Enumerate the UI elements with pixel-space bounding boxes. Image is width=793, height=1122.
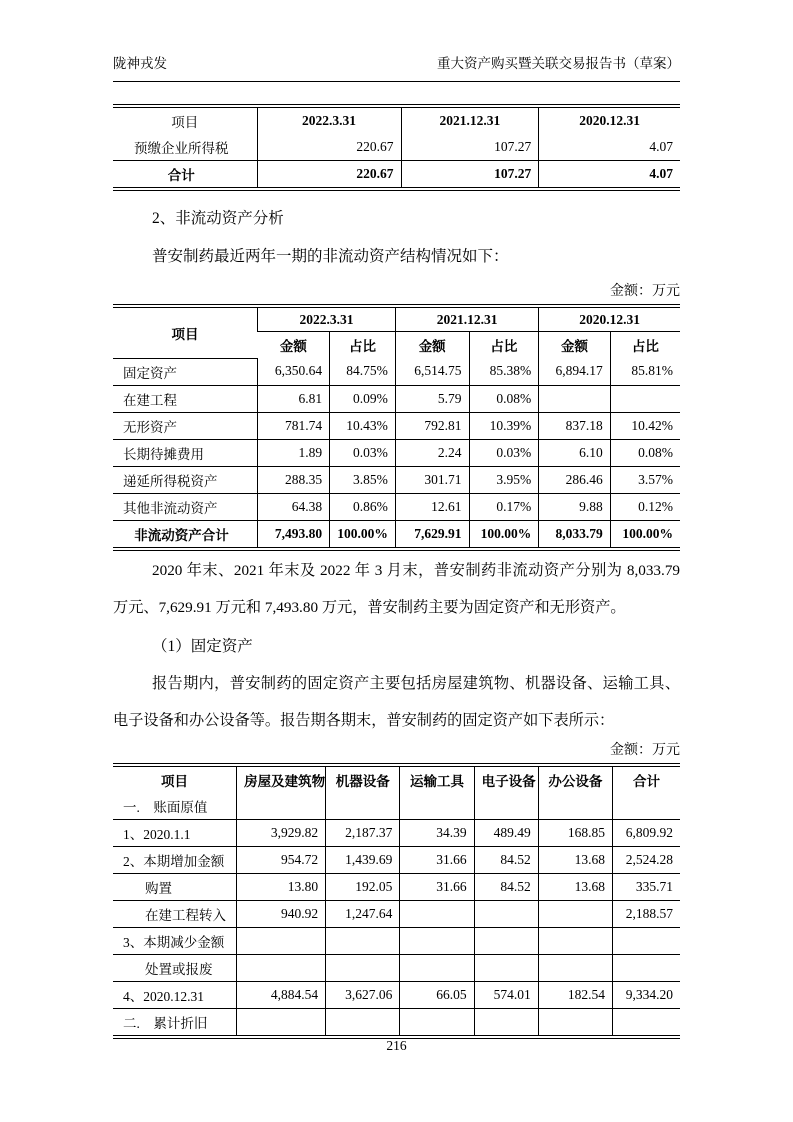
column-header-item: 项目 [161, 773, 189, 789]
row-label: 3、本期减少金额 [113, 927, 237, 954]
cell-value [538, 954, 612, 981]
cell-value [326, 793, 400, 820]
header-company-name: 陇神戎发 [113, 56, 167, 71]
cell-value: 6,809.92 [612, 819, 680, 846]
cell-value [610, 385, 680, 412]
cell-value: 3.57% [610, 466, 680, 493]
table-row [113, 981, 680, 1008]
cell-value: 182.54 [538, 981, 612, 1008]
cell-value [538, 793, 612, 820]
table-row [113, 385, 680, 412]
cell-value: 792.81 [395, 412, 469, 439]
cell-value [612, 927, 680, 954]
cell-value [612, 954, 680, 981]
table-row [113, 927, 680, 954]
column-header-item: 项目 [171, 115, 199, 130]
cell-value: 781.74 [258, 412, 330, 439]
cell-value: 100.00% [330, 520, 396, 547]
cell-value: 168.85 [538, 819, 612, 846]
table-row [113, 134, 680, 161]
row-label: 在建工程 [113, 385, 258, 412]
cell-value: 8,033.79 [539, 520, 610, 547]
cell-value: 31.66 [400, 873, 474, 900]
column-header-ratio: 占比 [330, 332, 396, 359]
prepaid-tax-table-wrapper [113, 104, 680, 191]
table-row [113, 793, 680, 820]
cell-value: 13.80 [237, 873, 326, 900]
cell-value [237, 954, 326, 981]
row-label: 购置 [113, 873, 237, 900]
cell-value: 100.00% [469, 520, 539, 547]
cell-value: 85.38% [469, 358, 539, 385]
row-label: 无形资产 [113, 412, 258, 439]
header-document-title: 重大资产购买暨关联交易报告书（草案） [437, 56, 680, 71]
table-row [113, 439, 680, 466]
row-label: 其他非流动资产 [113, 493, 258, 520]
row-label: 在建工程转入 [113, 900, 237, 927]
cell-value: 0.03% [469, 439, 539, 466]
column-header-office: 办公设备 [538, 766, 612, 793]
cell-value: 6.81 [258, 385, 330, 412]
cell-value: 3,929.82 [237, 819, 326, 846]
body-paragraph: 报告期内，普安制药的固定资产主要包括房屋建筑物、机器设备、运输工具、电子设备和办公设备等。报告期各期末，普安制药的固定资产如下表所示： [113, 674, 680, 729]
table-header-row [113, 308, 680, 332]
cell-value: 489.49 [474, 819, 538, 846]
cell-value: 13.68 [538, 846, 612, 873]
cell-value: 288.35 [258, 466, 330, 493]
cell-value [326, 1008, 400, 1035]
cell-value [474, 954, 538, 981]
column-header-date: 2020.12.31 [539, 308, 680, 332]
cell-value [237, 927, 326, 954]
cell-value: 1.89 [258, 439, 330, 466]
column-header-date: 2020.12.31 [539, 108, 680, 135]
row-label: 预缴企业所得税 [113, 134, 257, 161]
cell-value: 6.10 [539, 439, 610, 466]
cell-value: 0.12% [610, 493, 680, 520]
unit-label: 金额：万元 [610, 284, 680, 299]
cell-value: 100.00% [610, 520, 680, 547]
cell-value: 9,334.20 [612, 981, 680, 1008]
column-header-buildings: 房屋及建筑物 [237, 766, 326, 793]
cell-value: 6,350.64 [258, 358, 330, 385]
cell-value: 9.88 [539, 493, 610, 520]
table-row [113, 412, 680, 439]
cell-value [400, 793, 474, 820]
cell-value: 3,627.06 [326, 981, 400, 1008]
cell-value: 6,894.17 [539, 358, 610, 385]
column-header-item: 项目 [113, 308, 258, 359]
column-header-machinery: 机器设备 [326, 766, 400, 793]
cell-value: 0.08% [610, 439, 680, 466]
cell-value: 7,629.91 [395, 520, 469, 547]
cell-value: 84.52 [474, 846, 538, 873]
table-row [113, 873, 680, 900]
cell-value: 954.72 [237, 846, 326, 873]
cell-value: 12.61 [395, 493, 469, 520]
row-label: 一. 账面原值 [113, 793, 237, 820]
cell-value [539, 385, 610, 412]
table-row [113, 900, 680, 927]
cell-value: 66.05 [400, 981, 474, 1008]
table-row [113, 493, 680, 520]
cell-value: 13.68 [538, 873, 612, 900]
cell-value: 940.92 [237, 900, 326, 927]
cell-value: 574.01 [474, 981, 538, 1008]
cell-value: 3.85% [330, 466, 396, 493]
cell-value: 3.95% [469, 466, 539, 493]
cell-value: 0.09% [330, 385, 396, 412]
column-header-ratio: 占比 [610, 332, 680, 359]
noncurrent-assets-table-wrapper [113, 304, 680, 551]
page-number: 216 [386, 1038, 407, 1053]
cell-value: 6,514.75 [395, 358, 469, 385]
row-label: 长期待摊费用 [113, 439, 258, 466]
fixed-assets-table-wrapper [113, 763, 680, 1039]
table-row [113, 819, 680, 846]
cell-value: 2.24 [395, 439, 469, 466]
prepaid-tax-table [113, 107, 680, 188]
column-header-date: 2021.12.31 [395, 308, 538, 332]
cell-value: 301.71 [395, 466, 469, 493]
cell-value: 10.39% [469, 412, 539, 439]
cell-value [538, 927, 612, 954]
cell-value [400, 927, 474, 954]
cell-value: 1,439.69 [326, 846, 400, 873]
noncurrent-assets-table [113, 307, 680, 548]
cell-value [237, 1008, 326, 1035]
row-label: 合计 [167, 168, 195, 183]
cell-value [612, 793, 680, 820]
table-row [113, 466, 680, 493]
row-label: 2、本期增加金额 [113, 846, 237, 873]
cell-value [400, 900, 474, 927]
cell-value: 4,884.54 [237, 981, 326, 1008]
row-label: 二. 累计折旧 [123, 1015, 208, 1031]
cell-value [474, 793, 538, 820]
cell-value: 0.17% [469, 493, 539, 520]
cell-value: 335.71 [612, 873, 680, 900]
page-header [113, 52, 680, 82]
column-header-amount: 金额 [539, 332, 610, 359]
cell-value [612, 1008, 680, 1035]
cell-value [326, 954, 400, 981]
fixed-assets-table [113, 766, 680, 1036]
cell-value: 4.07 [539, 161, 680, 188]
table-row [113, 846, 680, 873]
cell-value: 5.79 [395, 385, 469, 412]
cell-value: 0.08% [469, 385, 539, 412]
cell-value: 10.43% [330, 412, 396, 439]
column-header-date: 2021.12.31 [401, 108, 539, 135]
cell-value: 0.86% [330, 493, 396, 520]
cell-value: 4.07 [539, 134, 680, 161]
cell-value [474, 900, 538, 927]
unit-label: 金额：万元 [610, 742, 680, 758]
column-header-date: 2022.3.31 [257, 108, 401, 135]
cell-value [538, 900, 612, 927]
cell-value [326, 927, 400, 954]
table-row [113, 1008, 680, 1035]
column-header-electronics: 电子设备 [474, 766, 538, 793]
cell-value: 84.52 [474, 873, 538, 900]
cell-value: 107.27 [401, 134, 539, 161]
cell-value: 7,493.80 [258, 520, 330, 547]
cell-value: 286.46 [539, 466, 610, 493]
cell-value: 220.67 [257, 161, 401, 188]
row-label: 非流动资产合计 [134, 527, 229, 543]
cell-value [474, 927, 538, 954]
cell-value: 84.75% [330, 358, 396, 385]
cell-value [538, 1008, 612, 1035]
cell-value: 220.67 [257, 134, 401, 161]
column-header-date: 2022.3.31 [258, 308, 396, 332]
cell-value: 64.38 [258, 493, 330, 520]
table-row [113, 358, 680, 385]
cell-value [400, 1008, 474, 1035]
cell-value: 107.27 [401, 161, 539, 188]
cell-value: 34.39 [400, 819, 474, 846]
row-label: 1、2020.1.1 [113, 819, 237, 846]
cell-value: 31.66 [400, 846, 474, 873]
section-heading: 2、非流动资产分析 [152, 210, 284, 227]
row-label: 递延所得税资产 [113, 466, 258, 493]
cell-value: 2,188.57 [612, 900, 680, 927]
row-label: 固定资产 [113, 358, 258, 385]
table-header-row [113, 766, 680, 793]
cell-value: 1,247.64 [326, 900, 400, 927]
table-header-row [113, 108, 680, 135]
cell-value [474, 1008, 538, 1035]
cell-value: 85.81% [610, 358, 680, 385]
table-row [113, 161, 680, 188]
row-label: 处置或报废 [113, 954, 237, 981]
sub-heading: （1）固定资产 [152, 637, 253, 655]
cell-value: 837.18 [539, 412, 610, 439]
column-header-total: 合计 [612, 766, 680, 793]
table-row [113, 954, 680, 981]
cell-value: 192.05 [326, 873, 400, 900]
column-header-amount: 金额 [395, 332, 469, 359]
cell-value: 10.42% [610, 412, 680, 439]
table-row [113, 520, 680, 547]
cell-value: 2,524.28 [612, 846, 680, 873]
row-label: 4、2020.12.31 [113, 981, 237, 1008]
table-intro-text: 普安制药最近两年一期的非流动资产结构情况如下： [152, 248, 509, 265]
body-paragraph: 2020 年末、2021 年末及 2022 年 3 月末，普安制药非流动资产分别为 8,033.79 万元、7,629.91 万元和 7,493.80 万元，普安制药主要为固定资产和无形资产。 [113, 561, 680, 616]
cell-value [237, 793, 326, 820]
cell-value: 0.03% [330, 439, 396, 466]
column-header-amount: 金额 [279, 339, 307, 354]
cell-value: 2,187.37 [326, 819, 400, 846]
cell-value [400, 954, 474, 981]
column-header-ratio: 占比 [469, 332, 539, 359]
column-header-vehicles: 运输工具 [400, 766, 474, 793]
